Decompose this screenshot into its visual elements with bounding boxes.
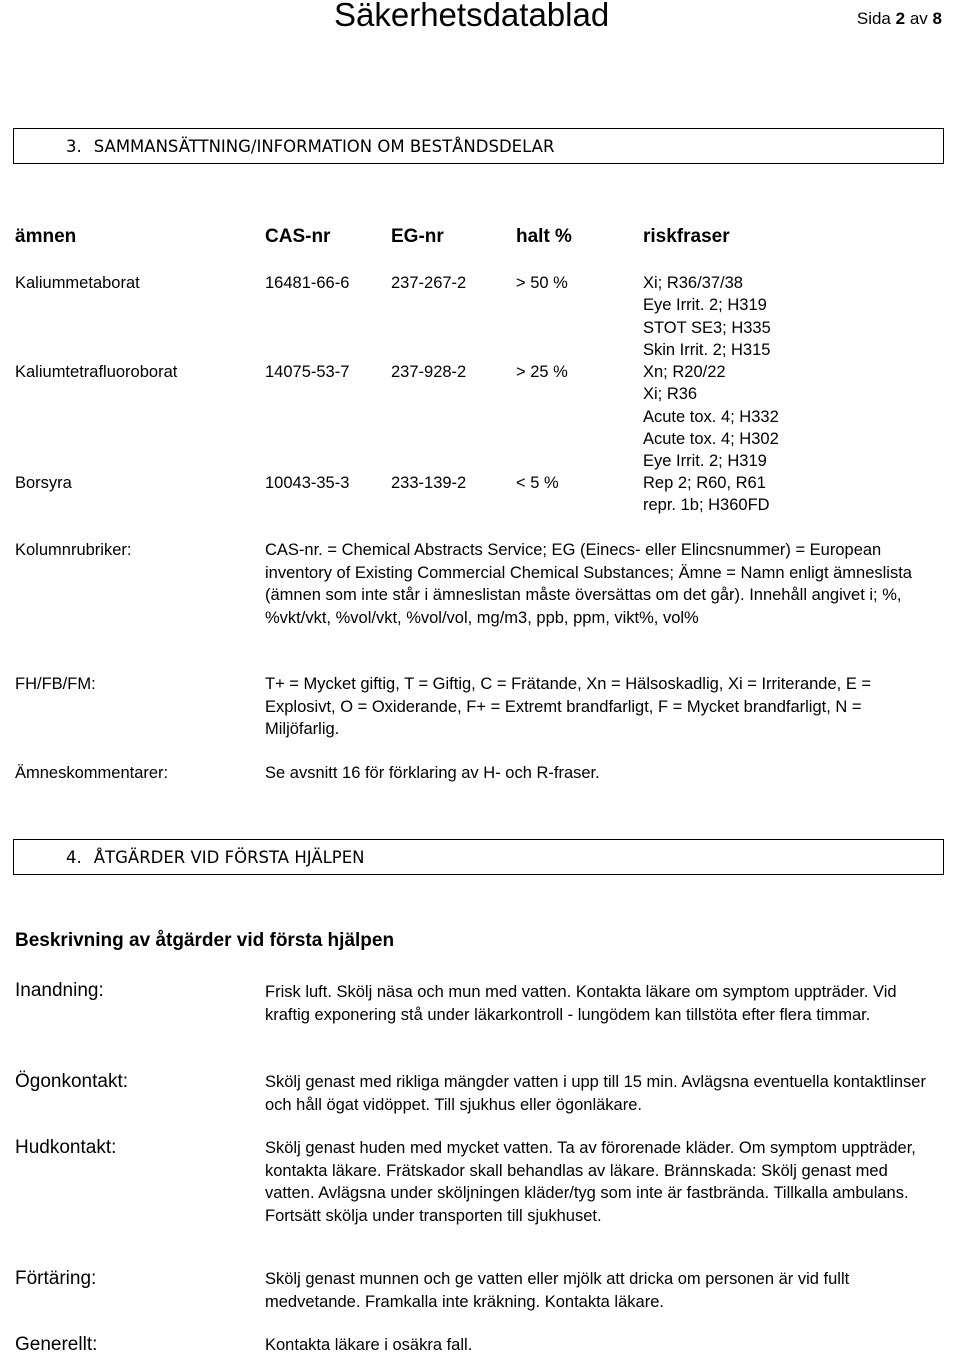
risk-phrases [643,272,771,361]
section-3-header [13,128,944,164]
note-text-substance-comments: Se avsnitt 16 för förklaring av H- och R-fraser. [265,764,600,782]
risk-phrase: Xi; R36 [643,385,698,404]
risk-phrase: Xn; R20/22 [643,363,726,381]
first-aid-label-general: Generellt: [15,1334,98,1355]
risk-phrases [643,472,770,517]
risk-phrase: Eye Irrit. 2; H319 [643,296,767,315]
cas-number: 10043-35-3 [265,474,350,492]
risk-phrase: Xi; R36/37/38 [643,274,743,292]
page-total: 8 [932,9,942,28]
first-aid-text-ingestion: Skölj genast munnen och ge vatten eller mjölk att dricka om personen är vid fullt medvetande. Framkalla inte kräkning. Kontakta läkare. [265,1270,850,1311]
eg-number: 237-267-2 [391,274,467,292]
risk-phrase: repr. 1b; H360FD [643,496,770,515]
substance-name: Kaliumtetrafluoroborat [15,363,178,381]
page-indicator [857,8,942,30]
eg-number: 233-139-2 [391,474,467,492]
content-percent: > 50 % [516,274,568,292]
first-aid-heading: Beskrivning av åtgärder vid första hjälpen [15,930,395,951]
substance-name: Kaliummetaborat [15,274,140,292]
first-aid-text-general: Kontakta läkare i osäkra fall. [265,1336,473,1354]
page-separator: av [909,9,928,28]
column-header-substance: ämnen [15,226,77,247]
section-4-header [13,839,944,875]
column-header-risk: riskfraser [643,226,730,247]
column-header-cas: CAS-nr [265,226,331,247]
first-aid-label-ingestion: Förtäring: [15,1268,97,1289]
section-4-title: ÅTGÄRDER VID FÖRSTA HJÄLPEN [93,847,365,867]
note-label-column-headers: Kolumnrubriker: [15,541,132,559]
column-header-eg: EG-nr [391,226,444,247]
section-3-title: SAMMANSÄTTNING/INFORMATION OM BESTÅNDSDELAR [93,136,555,156]
note-label-substance-comments: Ämneskommentarer: [15,764,169,782]
first-aid-text-eye-contact: Skölj genast med rikliga mängder vatten i upp till 15 min. Avlägsna eventuella kontaktlinser och håll ögat vidöppet. Till sjukhus eller ögonläkare. [265,1073,926,1114]
section-4-number: 4. [66,847,82,867]
cas-number: 16481-66-6 [265,274,350,292]
risk-phrase: Rep 2; R60, R61 [643,474,766,492]
note-label-hazard-symbols: FH/FB/FM: [15,675,96,693]
risk-phrases [643,361,779,472]
first-aid-label-inhalation: Inandning: [15,980,104,1001]
page-current: 2 [895,9,906,28]
first-aid-label-eye-contact: Ögonkontakt: [15,1071,129,1092]
note-text-column-headers: CAS-nr. = Chemical Abstracts Service; EG (Einecs- eller Elincsnummer) = European inventory of Existing Commercial Chemical Substances; Ämne = Namn enligt ämneslista (ämnen som inte står i ämneslistan måste översättas om det går). Innehåll angivet i; %, %vkt/vkt, %vol/vkt, %vol/vol, mg/m3, ppb, ppm, vikt%, vol% [265,541,912,627]
first-aid-label-skin-contact: Hudkontakt: [15,1137,117,1158]
first-aid-text-inhalation: Frisk luft. Skölj näsa och mun med vatten. Kontakta läkare om symptom uppträder. Vid kraftig exponering stå under läkarkontroll - lungödem kan tillstöta efter flera timmar. [265,983,897,1024]
content-percent: < 5 % [516,474,559,492]
document-title: Säkerhetsdatablad [334,0,610,33]
risk-phrase: Acute tox. 4; H332 [643,407,779,426]
column-header-content: halt % [516,226,572,247]
risk-phrase: Skin Irrit. 2; H315 [643,340,771,359]
page-prefix: Sida [856,9,891,28]
risk-phrase: Eye Irrit. 2; H319 [643,452,767,471]
risk-phrase: STOT SE3; H335 [643,318,771,337]
note-text-hazard-symbols: T+ = Mycket giftig, T = Giftig, C = Frätande, Xn = Hälsoskadlig, Xi = Irriterande, E = Explosivt, O = Oxiderande, F+ = Extremt brandfarligt, F = Mycket brandfarligt, N = Miljöfarlig. [265,675,872,738]
content-percent: > 25 % [516,363,568,381]
first-aid-text-skin-contact: Skölj genast huden med mycket vatten. Ta av förorenade kläder. Om symptom uppträder, kontakta läkare. Frätskador skall behandlas av läkare. Brännskada: Skölj genast med vatten. Avlägsna under sköljningen kläder/tyg som inte är fastbrända. Tillkalla ambulans. Fortsätt skölja under transporten till sjukhuset. [265,1139,916,1225]
section-3-number: 3. [66,136,82,156]
eg-number: 237-928-2 [391,363,467,381]
cas-number: 14075-53-7 [265,363,350,381]
substance-name: Borsyra [15,474,72,492]
risk-phrase: Acute tox. 4; H302 [643,429,779,448]
